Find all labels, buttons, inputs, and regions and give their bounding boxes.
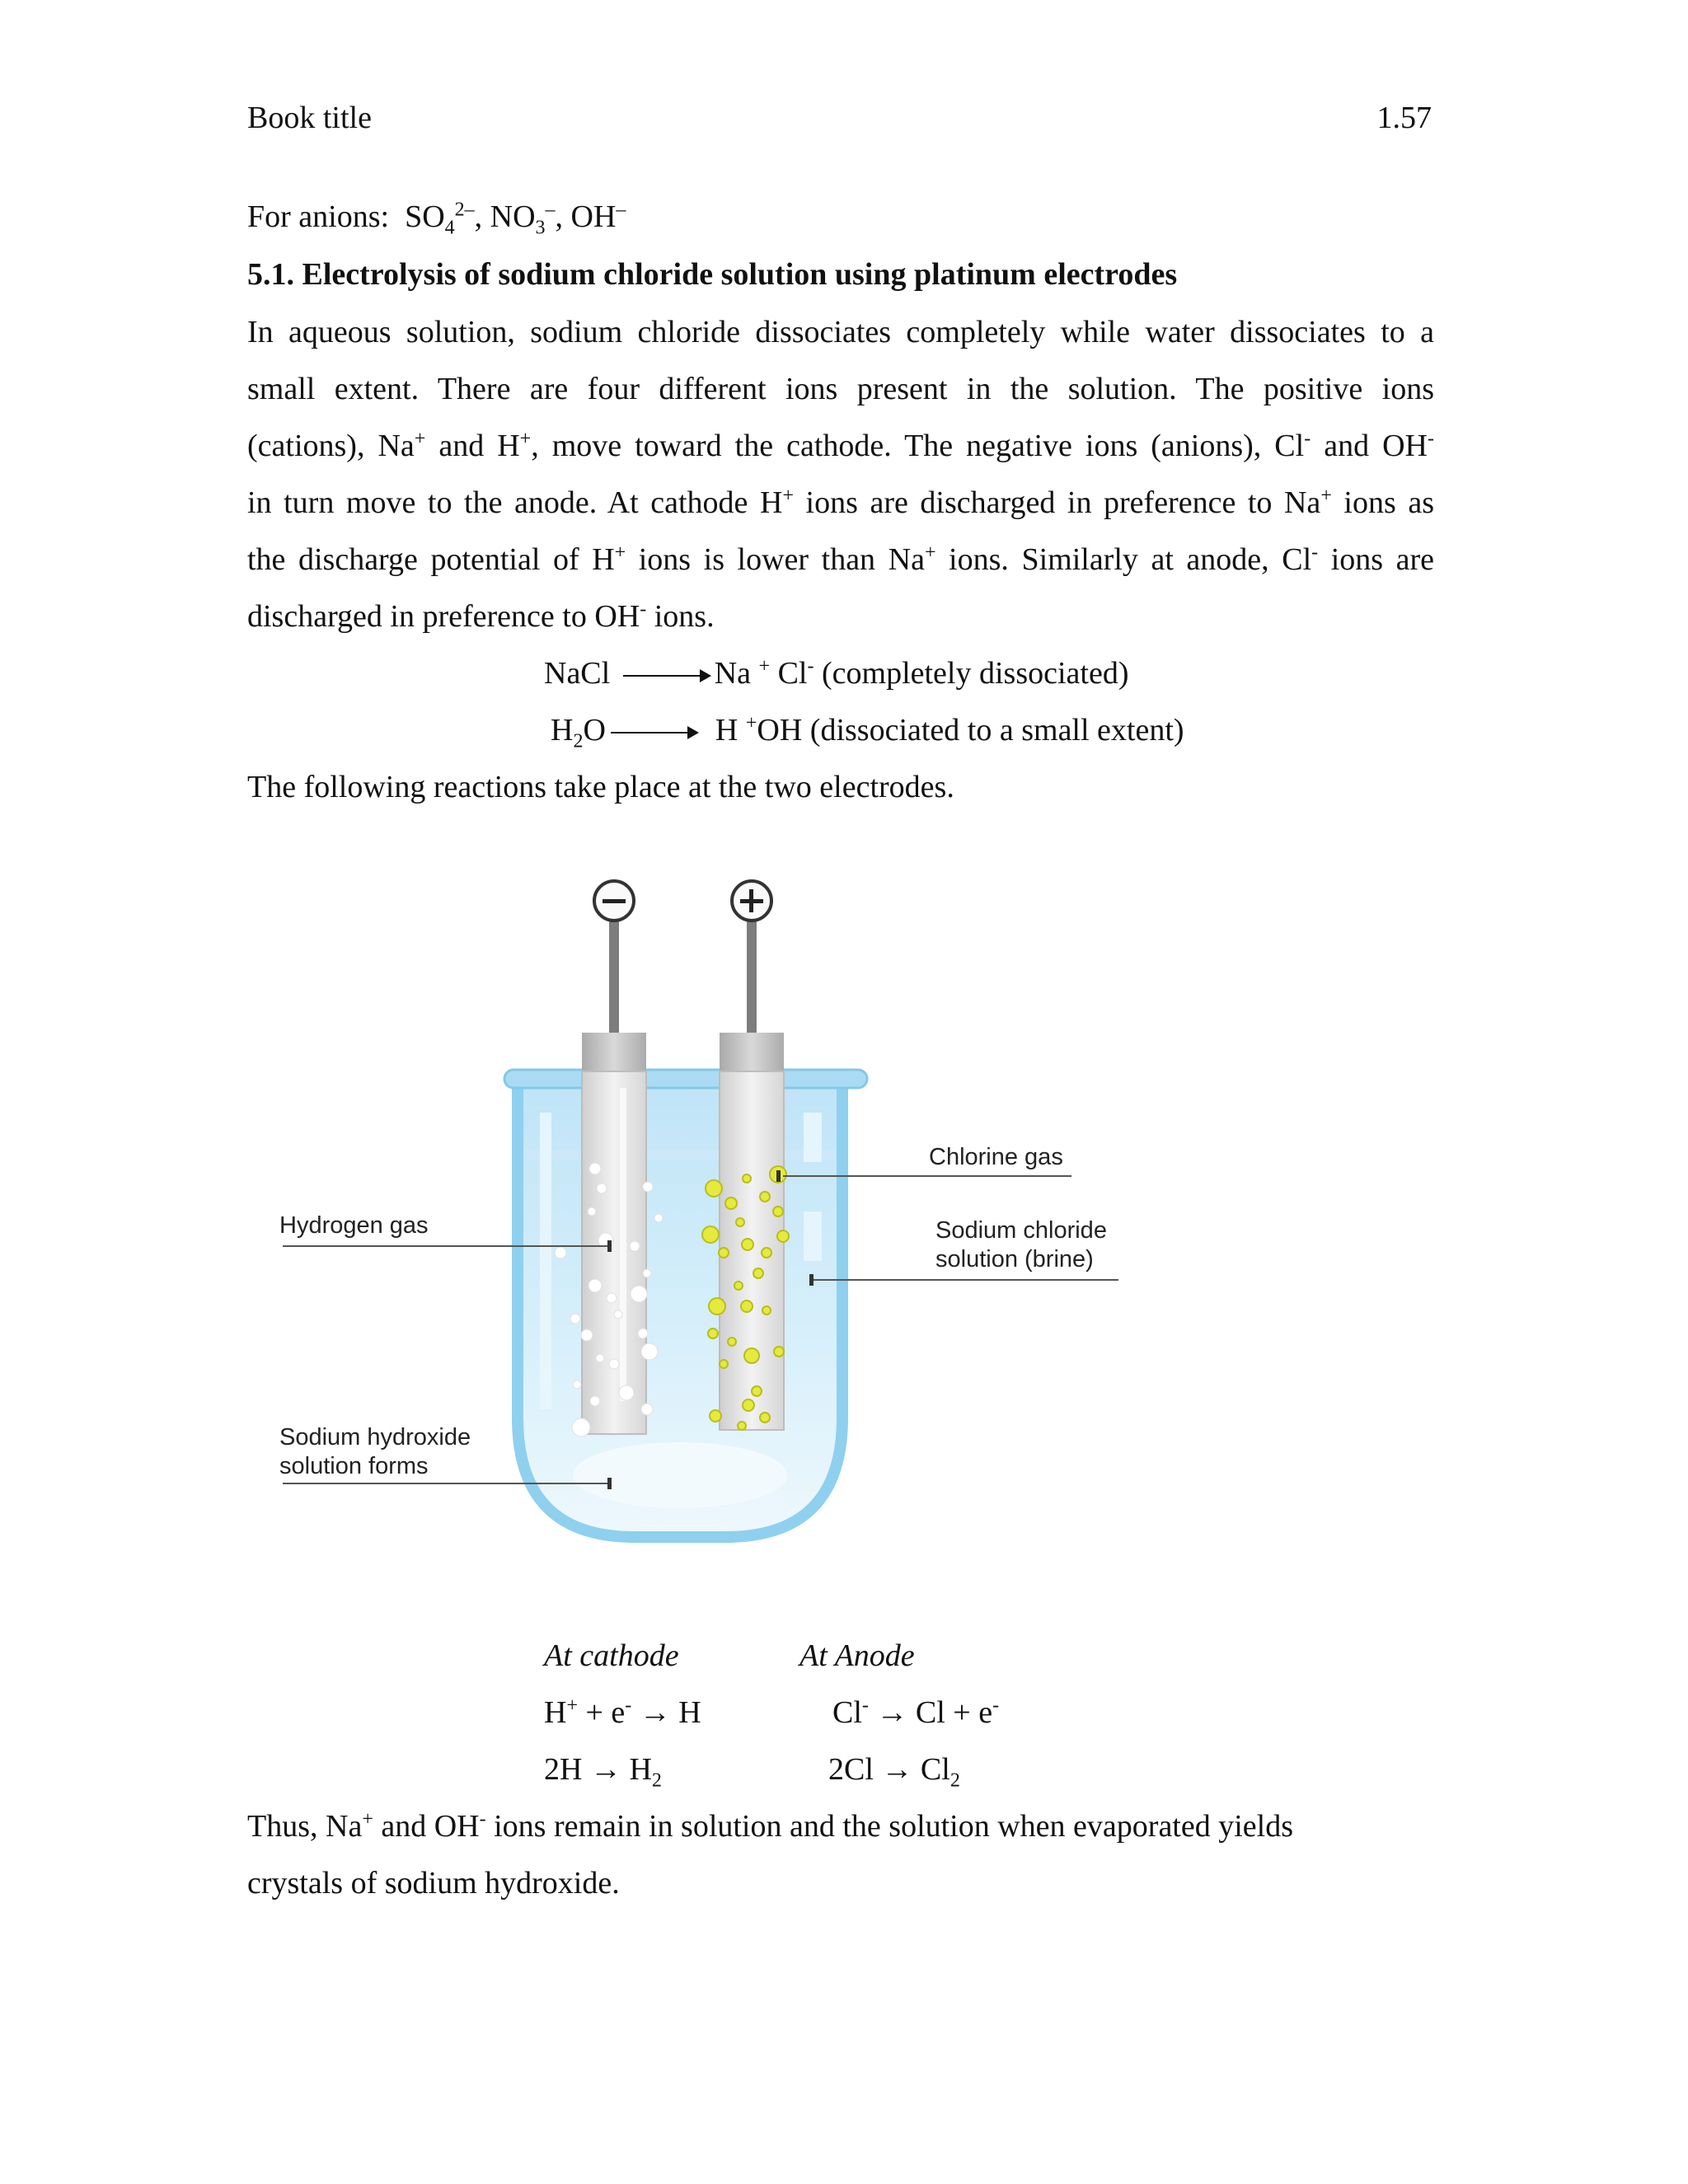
- cathode-heading: At cathode: [544, 1638, 679, 1673]
- paragraph-line-2: small extent. There are four different ions present in the solution. The positive ions: [247, 372, 1434, 406]
- hydroxide-formula: OH–: [570, 199, 626, 234]
- cathode-reaction-1: H+ + e- → H: [544, 1694, 701, 1730]
- anode-wire: [747, 915, 757, 1038]
- page-number: 1.57: [1376, 101, 1432, 135]
- conclusion-line-2: crystals of sodium hydroxide.: [247, 1866, 620, 1900]
- label-naoh-line-2: solution forms: [279, 1453, 429, 1479]
- reactions-intro: The following reactions take place at the two electrodes.: [247, 770, 954, 804]
- anions-line: For anions: $SO_4^{2-}$, $NO_3^-$, OH–: [247, 199, 626, 239]
- label-naoh-line-1: Sodium hydroxide: [279, 1424, 471, 1451]
- paragraph-line-1: In aqueous solution, sodium chloride dissociates completely while water dissociates to a: [247, 315, 1434, 349]
- paragraph-line-3: (cations), Na+ and H+, move toward the cathode. The negative ions (anions), Cl- and OH-: [247, 428, 1434, 463]
- anode-reaction-1: Cl- → Cl + e-: [832, 1694, 1000, 1730]
- book-title: Book title: [247, 101, 372, 135]
- nitrate-formula: $NO_3^-$: [490, 199, 556, 239]
- label-chlorine-gas: Chlorine gas: [929, 1144, 1063, 1170]
- beaker-rim: [504, 1070, 867, 1088]
- beaker: [518, 1081, 842, 1537]
- sulfate-formula: $SO_4^{2-}$: [405, 199, 475, 239]
- label-brine-line-2: solution (brine): [935, 1246, 1094, 1272]
- anode-reaction-2: $2Cl \to Cl_2$: [828, 1752, 960, 1792]
- paragraph-line-6: discharged in preference to OH- ions.: [247, 598, 715, 634]
- reaction-arrow-icon: [623, 675, 710, 677]
- hydrogen-bubbles: [555, 1163, 663, 1436]
- cathode-wire: [609, 915, 619, 1038]
- anode-electrode: [720, 1071, 784, 1430]
- cathode-reaction-2: $2H \to H_2$: [544, 1752, 662, 1792]
- section-heading: 5.1. Electrolysis of sodium chloride solution using platinum electrodes: [247, 257, 1178, 292]
- reaction-arrow-icon: [611, 732, 697, 733]
- label-leader-lines: [283, 1176, 1118, 1483]
- negative-terminal-icon: [594, 881, 634, 921]
- anode-cap: [720, 1033, 784, 1072]
- label-brine-line-1: Sodium chloride: [935, 1217, 1107, 1244]
- paragraph-line-4: in turn move to the anode. At cathode H+ ions are discharged in preference to Na+ ions as: [247, 485, 1434, 520]
- cathode-cap: [582, 1033, 646, 1072]
- anode-heading: At Anode: [799, 1638, 915, 1673]
- equation-nacl: NaCl Na + Cl- (completely dissociated): [544, 655, 1129, 691]
- paragraph-line-5: the discharge potential of H+ ions is lower than Na+ ions. Similarly at anode, Cl- ions are: [247, 541, 1434, 577]
- label-hydrogen-gas: Hydrogen gas: [279, 1212, 429, 1239]
- chlorine-bubbles: [702, 1166, 789, 1430]
- positive-terminal-icon: [732, 881, 771, 921]
- equation-water: $H_2O$ H +OH (dissociated to a small extent): [551, 712, 1184, 752]
- cathode-electrode: [582, 1071, 646, 1434]
- conclusion-line-1: Thus, Na+ and OH- ions remain in solution and the solution when evaporated yields: [247, 1808, 1293, 1844]
